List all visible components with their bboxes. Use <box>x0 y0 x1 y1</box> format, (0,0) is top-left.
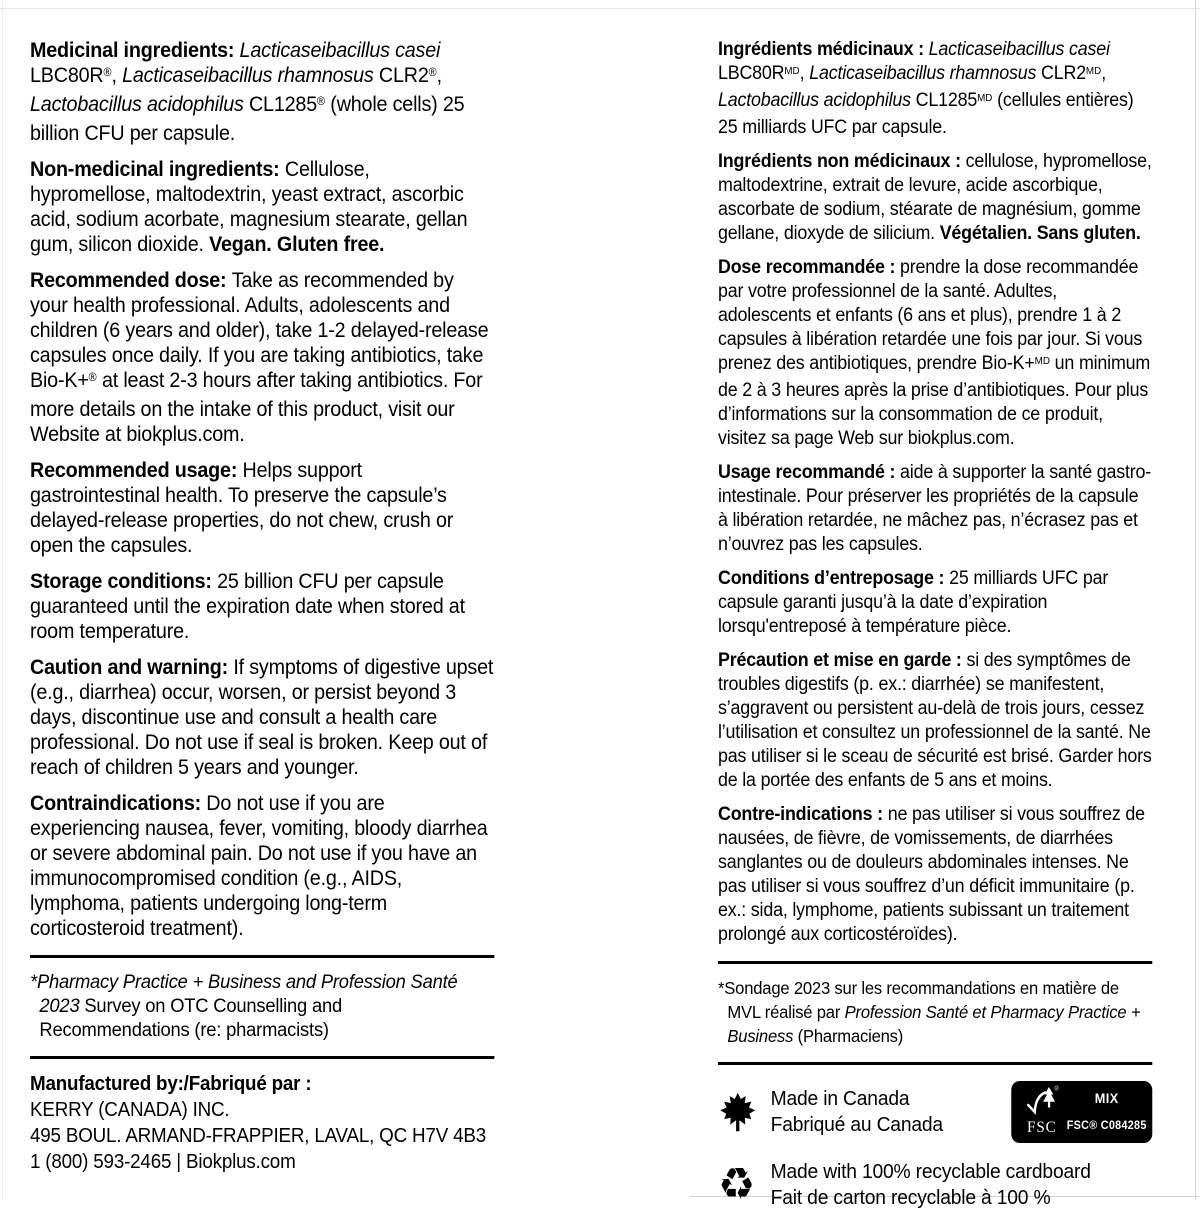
recyclable-en: Made with 100% recyclable cardboard <box>770 1160 1091 1183</box>
para-non-medicinal-ingredients-fr: Ingrédients non médicinaux : cellulose, hypromellose, maltodextrine, extrait de levure, acide ascorbique, ascorbate de sodium, stéarate de magnésium, gomme gellane, dioxyde de silicium. Végétalien. Sans gluten. <box>718 151 1152 244</box>
manufacturer-block <box>30 1071 494 1175</box>
footnote-fr: *Sondage 2023 sur les recommandations en matière de MVL réalisé par Profession Santé et Pharmacy Practice + Business (Pharmaciens) <box>718 978 1141 1046</box>
recyclable-text <box>771 1159 1091 1211</box>
para-recommended-usage-fr: Usage recommandé : aide à supporter la santé gastro-intestinale. Pour préserver les propriétés de la capsule à libération retardée, ne mâchez pas, n’écrasez pas et n’ouvrez pas les capsules. <box>718 462 1151 555</box>
made-in-canada-en: Made in Canada <box>770 1087 910 1110</box>
para-recommended-usage-en: Recommended usage: Helps support gastrointestinal health. To preserve the capsule’s delayed-release properties, do not chew, crush or open the capsules. <box>30 459 454 557</box>
para-medicinal-ingredients-fr: Ingrédients médicinaux : Lacticaseibacillus casei $LBC80R^{MD}$, Lacticaseibacillus rhamnosus $CLR2^{MD}$, Lactobacillus acidophilus $CL1285^{MD}$ (cellules entières) 25 milliards UFC par capsule. <box>718 39 1134 138</box>
maple-leaf-icon <box>718 1091 771 1133</box>
divider-line <box>30 1056 494 1059</box>
para-medicinal-ingredients-en: Medicinal ingredients: Lacticaseibacillus casei LBC80R®, Lacticaseibacillus rhamnosus CLR2®, Lactobacillus acidophilus CL1285® (whole cells) 25 billion CFU per capsule. <box>30 39 465 145</box>
manufacturer-name: KERRY (CANADA) INC. <box>30 1099 230 1121</box>
divider-line <box>718 961 1152 964</box>
recycle-glyph: ♻ <box>718 1159 755 1210</box>
french-column <box>718 38 1152 1211</box>
english-column <box>30 38 494 1175</box>
recyclable-fr: Fait de carton recyclable à 100 % <box>770 1186 1051 1209</box>
para-caution-warning-fr: Précaution et mise en garde : si des symptômes de troubles digestifs (p. ex.: diarrhée) se manifestent, s’aggravent ou persistent au-delà de trois jours, cessez l’utilisation et consultez un professionnel de la santé. Ne pas utiliser si le sceau de sécurité est brisé. Garder hors de la portée des enfants de 5 ans et moins. <box>718 650 1152 791</box>
manufacturer-address: 495 BOUL. ARMAND-FRAPPIER, LAVAL, QC H7V 4B3 <box>30 1125 486 1147</box>
divider-line <box>30 955 494 958</box>
svg-text:®: ® <box>1054 1086 1059 1093</box>
para-recommended-dose-fr: Dose recommandée : prendre la dose recommandée par votre professionnel de la santé. Adultes, adolescents et enfants (6 ans et plus), prendre 1 à 2 capsules à libération retardée une fois par jour. Si vous prenez des antibiotiques, prendre Bio-K+$^{MD}$ un minimum de 2 à 3 heures après la prise d’antibiotiques. Pour plus d’informations sur la consommation de ce produit, visitez sa page Web sur biokplus.com. <box>718 257 1151 449</box>
para-contraindications-fr: Contre-indications : ne pas utiliser si vous souffrez de nausées, de fièvre, de vomissements, de diarrhées sanglantes ou de douleurs abdominales intenses. Ne pas utiliser si vous souffrez d’un déficit immunitaire (p. ex.: sida, lymphome, patients subissant un traitement prolongé aux corticostéroïdes). <box>718 804 1145 945</box>
fsc-mix-label: MIX <box>1094 1090 1119 1106</box>
manufacturer-contact: 1 (800) 593-2465 | Biokplus.com <box>30 1151 296 1173</box>
fsc-certificate-code: FSC® C084285 <box>1066 1119 1147 1132</box>
made-in-canada-fr: Fabriqué au Canada <box>770 1113 943 1136</box>
fsc-logo <box>1011 1081 1152 1143</box>
para-contraindications-en: Contraindications: Do not use if you are experiencing nausea, fever, vomiting, bloody diarrhea or severe abdominal pain. Do not use if you have an immunocompromised condition (e.g., AIDS, lymphoma, patients undergoing long-term corticosteroid treatment). <box>30 792 488 940</box>
fold-line-top <box>0 8 1200 9</box>
made-in-canada-text <box>771 1086 943 1138</box>
made-in-canada-row <box>718 1081 1152 1143</box>
recyclable-row <box>718 1159 1152 1211</box>
para-storage-conditions-fr: Conditions d’entreposage : 25 milliards UFC par capsule garanti jusqu’à la date d’expiration lorsqu'entreposé à température pièce. <box>718 568 1109 637</box>
footnote-en: *Pharmacy Practice + Business and Profession Santé 2023 Survey on OTC Counselling and Recommendations (re: pharmacists) <box>30 971 458 1041</box>
fsc-text <box>1067 1087 1147 1138</box>
para-storage-conditions-en: Storage conditions: 25 billion CFU per capsule guaranteed until the expiration date when stored at room temperature. <box>30 570 465 643</box>
para-recommended-dose-en: Recommended dose: Take as recommended by your health professional. Adults, adolescents and children (6 years and older), take 1-2 delayed-release capsules once daily. If you are taking antibiotics, take Bio-K+® at least 2-3 hours after taking antibiotics. For more details on the intake of this product, visit our Website at biokplus.com. <box>30 269 489 446</box>
fold-line-right <box>1195 0 1196 1200</box>
divider-line <box>718 1062 1152 1065</box>
fold-line-left <box>2 0 3 1200</box>
para-non-medicinal-ingredients-en: Non-medicinal ingredients: Cellulose, hypromellose, maltodextrin, yeast extract, ascorbic acid, sodium acorbate, magnesium stearate, gellan gum, silicon dioxide. Vegan. Gluten free. <box>30 158 468 256</box>
recycle-icon <box>718 1159 771 1210</box>
badges-block <box>718 1081 1152 1211</box>
manufacturer-heading: Manufactured by:/Fabriqué par : <box>30 1073 312 1095</box>
fsc-label: FSC <box>1027 1119 1057 1136</box>
fsc-checkmark-tree-icon <box>1017 1084 1067 1140</box>
para-caution-warning-en: Caution and warning: If symptoms of digestive upset (e.g., diarrhea) occur, worsen, or persist beyond 3 days, discontinue use and consult a health care professional. Do not use if seal is broken. Keep out of reach of children 5 years and younger. <box>30 656 494 779</box>
